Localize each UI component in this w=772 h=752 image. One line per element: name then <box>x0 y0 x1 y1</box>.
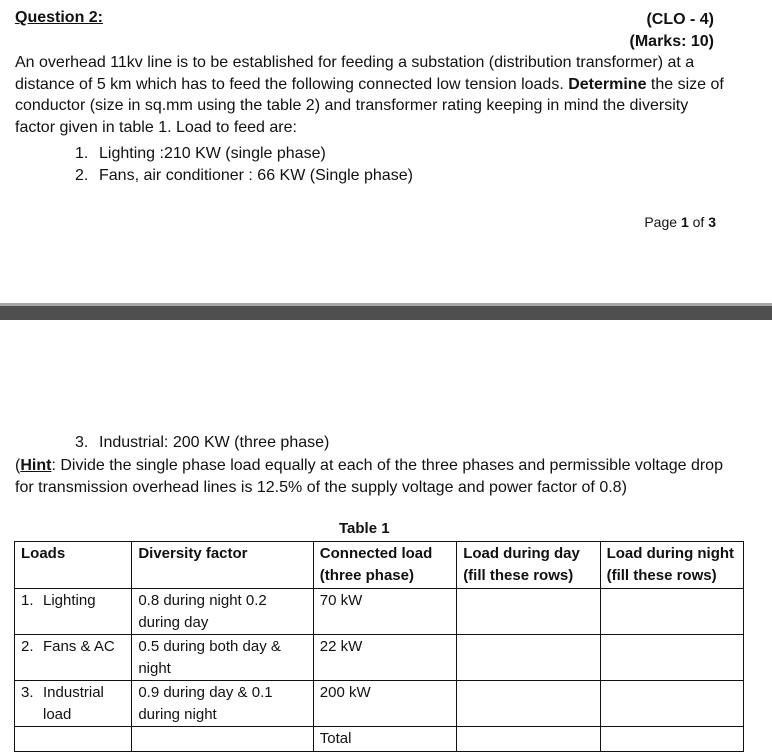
load-name: Fans & AC <box>43 638 115 655</box>
hint-text: : Divide the single phase load equally at each of the three phases and permissible voltage drop for transmission overhead lines is 12.5% of the supply voltage and power factor of 0.8) <box>15 457 723 496</box>
header-connected: Connected load (three phase) <box>313 542 456 589</box>
table-row <box>15 635 744 681</box>
list-text: Lighting :210 KW (single phase) <box>99 145 326 162</box>
hint-word: Hint <box>20 457 52 474</box>
night-input-cell[interactable] <box>600 635 743 681</box>
clo-marks <box>630 9 714 53</box>
night-total-cell[interactable] <box>600 727 743 752</box>
night-input-cell[interactable] <box>600 589 743 635</box>
load-cell <box>15 589 132 635</box>
paragraph-start: An overhead 11kv line is to be established for feeding a substation (distribution transformer) at a distance of 5 km which has to feed the following connected low tension loads. <box>15 54 695 93</box>
row-number: 1. <box>21 592 34 609</box>
hint-open: ( <box>15 457 21 474</box>
connected-cell: 22 kW <box>313 635 456 681</box>
list-item <box>75 432 329 454</box>
header-loads: Loads <box>15 542 132 589</box>
marks-label: (Marks: 10) <box>629 33 714 50</box>
night-input-cell[interactable] <box>600 681 743 727</box>
header-diversity: Diversity factor <box>132 542 313 589</box>
load-list <box>75 143 413 186</box>
paragraph-bold: Determine <box>568 75 647 93</box>
total-label: Total <box>313 727 456 752</box>
day-total-cell[interactable] <box>457 727 600 752</box>
question-title: Question 2: <box>15 9 104 26</box>
paragraph-end: the size of conductor (size in sq.mm using the table 2) and transformer rating keeping in mind the diversity factor given in table 1. Load to feed are: <box>15 75 724 136</box>
table-caption: Table 1 <box>339 520 390 537</box>
list-item <box>75 165 413 187</box>
page-separator <box>0 306 772 320</box>
load-cell <box>15 635 132 681</box>
day-input-cell[interactable] <box>457 589 600 635</box>
hint-paragraph <box>15 455 735 498</box>
table-total-row <box>15 727 744 752</box>
diversity-cell: 0.9 during day & 0.1 during night <box>132 681 313 727</box>
diversity-cell: 0.5 during both day & night <box>132 635 313 681</box>
clo-label: (CLO - 4) <box>646 11 714 28</box>
header-day: Load during day (fill these rows) <box>457 542 600 589</box>
list-number: 1. <box>75 145 89 162</box>
list-text: Fans, air conditioner : 66 KW (Single phase) <box>99 166 413 184</box>
list-item <box>75 143 413 165</box>
page-total: 3 <box>708 214 716 230</box>
load-table <box>14 541 744 752</box>
page-current: 1 <box>680 214 689 230</box>
connected-cell: 70 kW <box>313 589 456 635</box>
day-input-cell[interactable] <box>457 681 600 727</box>
table-row <box>15 589 744 635</box>
header-night: Load during night (fill these rows) <box>600 542 743 589</box>
day-input-cell[interactable] <box>457 635 600 681</box>
table-header-row <box>15 542 744 589</box>
load-name: Lighting <box>43 592 96 609</box>
diversity-cell: 0.8 during night 0.2 during day <box>132 589 313 635</box>
load-name: Industrial load <box>43 684 104 723</box>
row-number: 2. <box>21 638 34 655</box>
empty-cell <box>15 727 132 752</box>
page-middle: of <box>688 214 709 230</box>
page-number <box>644 214 716 230</box>
page-prefix: Page <box>644 214 681 230</box>
load-cell <box>15 681 132 727</box>
list-number: 3. <box>75 434 89 451</box>
question-paragraph <box>15 52 725 138</box>
empty-cell <box>132 727 313 752</box>
list-text: Industrial: 200 KW (three phase) <box>99 434 330 451</box>
row-number: 3. <box>21 684 34 701</box>
connected-cell: 200 kW <box>313 681 456 727</box>
list-number: 2. <box>75 166 89 184</box>
table-row <box>15 681 744 727</box>
